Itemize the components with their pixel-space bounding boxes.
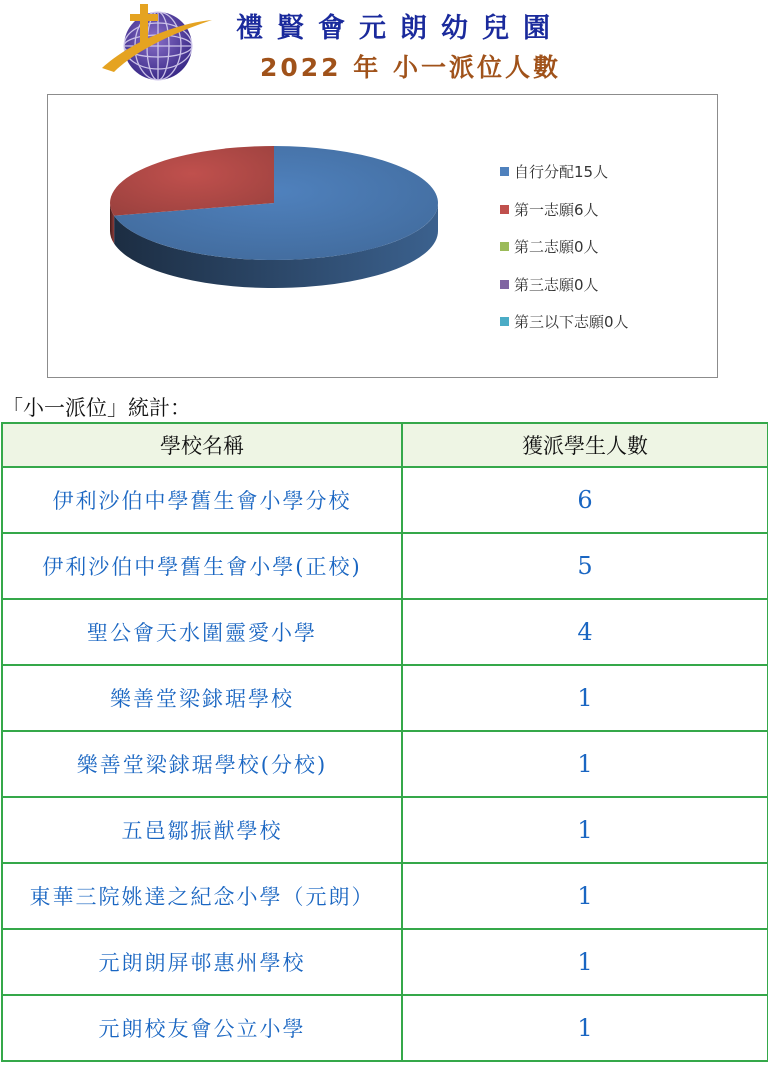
section-label: 「小一派位」統計： <box>2 396 191 420</box>
table-row <box>2 599 768 665</box>
legend-item <box>500 191 629 229</box>
column-header-school: 學校名稱 <box>2 423 402 467</box>
allocation-table <box>1 422 768 1062</box>
legend-label: 第二志願0人 <box>514 238 599 257</box>
table-row <box>2 731 768 797</box>
legend-swatch <box>500 167 509 176</box>
table-row <box>2 995 768 1061</box>
legend-swatch <box>500 280 509 289</box>
legend-label: 自行分配15人 <box>514 163 609 182</box>
student-count-cell: 1 <box>402 665 768 731</box>
legend-item <box>500 266 629 304</box>
school-name-cell: 五邑鄒振猷學校 <box>2 797 402 863</box>
table-header-row <box>2 423 768 467</box>
school-logo-icon <box>96 2 216 84</box>
page-title: 2022 年 小一派位人數 <box>260 53 561 82</box>
legend-label: 第三以下志願0人 <box>514 313 629 332</box>
legend-swatch <box>500 317 509 326</box>
school-name-cell: 元朗朗屏邨惠州學校 <box>2 929 402 995</box>
legend-item <box>500 153 629 191</box>
legend-item <box>500 303 629 341</box>
school-name-cell: 樂善堂梁銶琚學校 <box>2 665 402 731</box>
school-name-cell: 東華三院姚達之紀念小學（元朗） <box>2 863 402 929</box>
table-row <box>2 467 768 533</box>
student-count-cell: 4 <box>402 599 768 665</box>
legend-swatch <box>500 242 509 251</box>
kindergarten-name: 禮賢會元朗幼兒園 <box>236 13 564 44</box>
school-name-cell: 伊利沙伯中學舊生會小學(正校) <box>2 533 402 599</box>
student-count-cell: 1 <box>402 797 768 863</box>
legend-item <box>500 228 629 266</box>
allocation-pie-chart <box>47 94 718 378</box>
table-row <box>2 797 768 863</box>
school-name-cell: 聖公會天水圍靈愛小學 <box>2 599 402 665</box>
legend-label: 第三志願0人 <box>514 275 599 294</box>
school-name-cell: 元朗校友會公立小學 <box>2 995 402 1061</box>
student-count-cell: 1 <box>402 995 768 1061</box>
student-count-cell: 5 <box>402 533 768 599</box>
student-count-cell: 1 <box>402 731 768 797</box>
table-row <box>2 929 768 995</box>
student-count-cell: 1 <box>402 929 768 995</box>
school-name-cell: 伊利沙伯中學舊生會小學分校 <box>2 467 402 533</box>
column-header-count: 獲派學生人數 <box>402 423 768 467</box>
student-count-cell: 6 <box>402 467 768 533</box>
chart-legend <box>500 153 629 341</box>
table-row <box>2 533 768 599</box>
table-row <box>2 665 768 731</box>
table-row <box>2 863 768 929</box>
legend-label: 第一志願6人 <box>514 200 599 219</box>
school-name-cell: 樂善堂梁銶琚學校(分校) <box>2 731 402 797</box>
page-header <box>0 0 768 88</box>
student-count-cell: 1 <box>402 863 768 929</box>
legend-swatch <box>500 205 509 214</box>
